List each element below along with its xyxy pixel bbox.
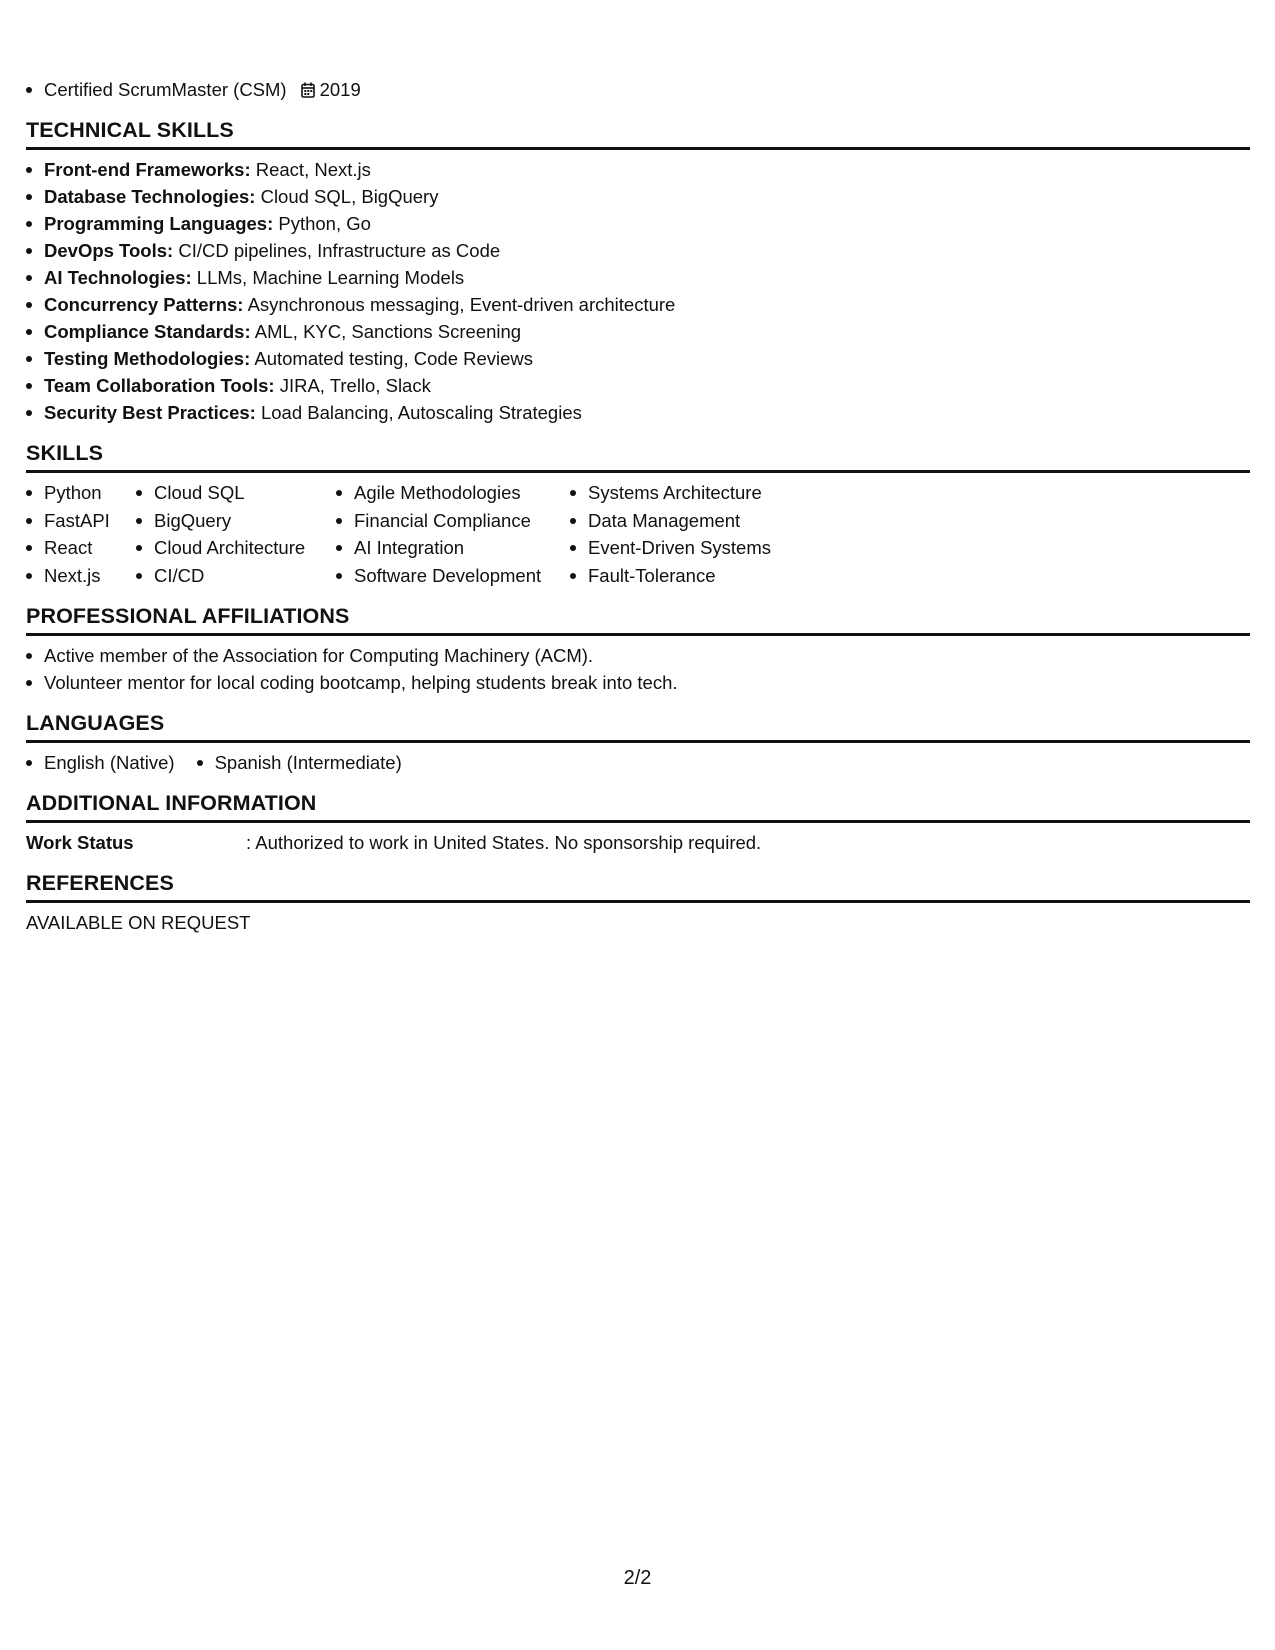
list-item (26, 399, 1250, 426)
references-section (26, 870, 1250, 936)
list-item (26, 183, 1250, 210)
skills-columns (26, 479, 1250, 589)
skill-label: Testing Methodologies: (44, 348, 251, 369)
skill-label: Security Best Practices: (44, 402, 256, 423)
skill-label: Front-end Frameworks: (44, 159, 251, 180)
list-item: Cloud SQL (136, 479, 336, 507)
list-item (26, 291, 1250, 318)
list-item (26, 345, 1250, 372)
skill-value: Load Balancing, Autoscaling Strategies (255, 402, 582, 423)
skill-value: Cloud SQL, BigQuery (255, 186, 439, 207)
list-item: Software Development (336, 562, 570, 590)
skills-column-3 (336, 479, 570, 589)
certification-name: Certified ScrumMaster (CSM) (44, 79, 287, 100)
list-item (26, 210, 1250, 237)
section-title: SKILLS (26, 440, 1250, 473)
section-title: LANGUAGES (26, 710, 1250, 743)
skill-label: Compliance Standards: (44, 321, 251, 342)
skill-value: Python, Go (273, 213, 371, 234)
languages-section (26, 710, 1250, 776)
list-item: Systems Architecture (570, 479, 830, 507)
list-item: Volunteer mentor for local coding bootcamp, helping students break into tech. (26, 669, 1250, 696)
languages-list (26, 749, 1250, 776)
list-item (26, 156, 1250, 183)
list-item: Python (26, 479, 136, 507)
skills-column-1 (26, 479, 136, 589)
list-item: BigQuery (136, 507, 336, 535)
list-item: Event-Driven Systems (570, 534, 830, 562)
affiliations-section (26, 603, 1250, 696)
skill-label: Database Technologies: (44, 186, 256, 207)
list-item: React (26, 534, 136, 562)
list-item (26, 237, 1250, 264)
section-title: ADDITIONAL INFORMATION (26, 790, 1250, 823)
list-item (26, 372, 1250, 399)
skill-value: Asynchronous messaging, Event-driven architecture (243, 294, 676, 315)
skill-label: Programming Languages: (44, 213, 274, 234)
affiliations-list (26, 642, 1250, 696)
skills-column-4 (570, 479, 830, 589)
technical-skills-list (26, 156, 1250, 426)
list-item: Agile Methodologies (336, 479, 570, 507)
section-title: TECHNICAL SKILLS (26, 117, 1250, 150)
skill-value: AML, KYC, Sanctions Screening (250, 321, 522, 342)
section-title: REFERENCES (26, 870, 1250, 903)
list-item: Spanish (Intermediate) (197, 749, 402, 776)
list-item: Fault-Tolerance (570, 562, 830, 590)
skill-value: LLMs, Machine Learning Models (191, 267, 465, 288)
skill-value: Automated testing, Code Reviews (250, 348, 534, 369)
certification-item (26, 76, 1250, 103)
calendar-icon (301, 82, 315, 98)
list-item: Cloud Architecture (136, 534, 336, 562)
list-item: Financial Compliance (336, 507, 570, 535)
page-number: 2/2 (623, 1567, 652, 1589)
technical-skills-section (26, 117, 1250, 426)
skill-value: React, Next.js (250, 159, 371, 180)
certification-list (26, 76, 1250, 103)
list-item: FastAPI (26, 507, 136, 535)
resume-page (26, 76, 1250, 936)
skill-label: DevOps Tools: (44, 240, 174, 261)
section-title: PROFESSIONAL AFFILIATIONS (26, 603, 1250, 636)
references-text: AVAILABLE ON REQUEST (26, 912, 251, 933)
list-item: Active member of the Association for Computing Machinery (ACM). (26, 642, 1250, 669)
list-item (26, 264, 1250, 291)
list-item (26, 318, 1250, 345)
work-status-label: Work Status (26, 832, 134, 853)
additional-info-section (26, 790, 1250, 856)
work-status-value: : Authorized to work in United States. No sponsorship required. (246, 832, 762, 853)
skills-section (26, 440, 1250, 589)
skill-value: CI/CD pipelines, Infrastructure as Code (173, 240, 501, 261)
skill-label: AI Technologies: (44, 267, 192, 288)
list-item: CI/CD (136, 562, 336, 590)
skill-label: Concurrency Patterns: (44, 294, 244, 315)
certification-year: 2019 (319, 79, 361, 100)
list-item: Data Management (570, 507, 830, 535)
list-item: AI Integration (336, 534, 570, 562)
list-item: English (Native) (26, 749, 175, 776)
skills-column-2 (136, 479, 336, 589)
skill-label: Team Collaboration Tools: (44, 375, 275, 396)
list-item: Next.js (26, 562, 136, 590)
skill-value: JIRA, Trello, Slack (274, 375, 431, 396)
work-status-row (26, 829, 1250, 856)
